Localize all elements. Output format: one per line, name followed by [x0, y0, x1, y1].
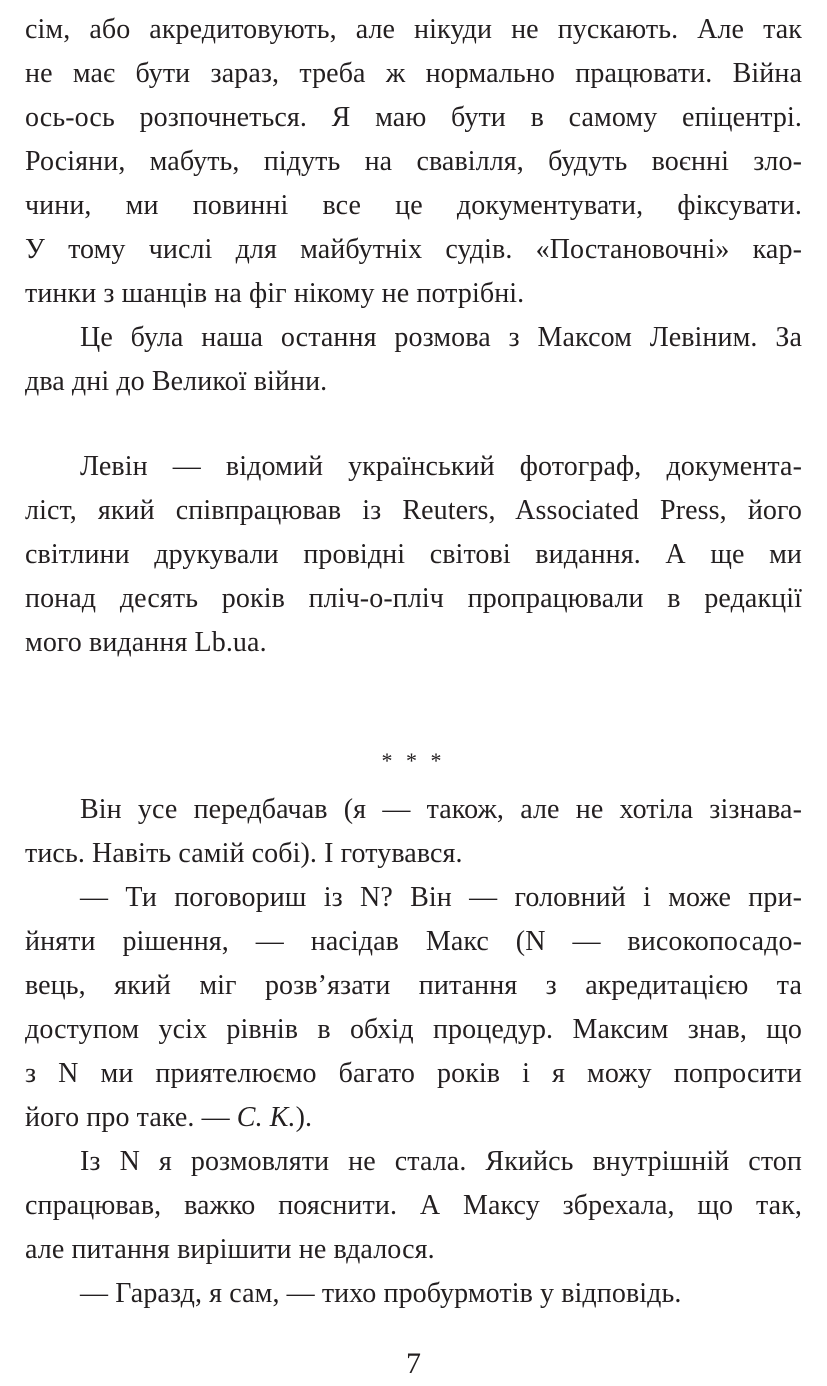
text-line: спрацював, важко пояснити. А Максу збрехала, що так,: [25, 1190, 802, 1221]
text-line: сім, або акредитовують, але нікуди не пускають. Але так: [25, 14, 802, 45]
text-line: тись. Навіть самій собі). І готувався.: [25, 838, 463, 869]
text-line: вець, який міг розв’язати питання з акредитацією та: [25, 970, 802, 1001]
text-line: ліст, який співпрацював із Reuters, Associated Press, його: [25, 495, 802, 526]
text-line: — Ти поговориш із N? Він — головний і може при-: [80, 882, 802, 913]
text-line: Росіяни, мабуть, підуть на свавілля, будуть воєнні зло-: [25, 146, 802, 177]
text-span: ).: [295, 1102, 313, 1133]
text-line: тинки з шанців на фіг нікому не потрібні.: [25, 278, 525, 309]
text-line: з N ми приятелюємо багато років і я можу попросити: [25, 1058, 802, 1089]
text-line: Він усе передбачав (я — також, але не хотіла зізнава-: [80, 794, 802, 825]
text-line: доступом усіх рівнів в обхід процедур. Максим знав, що: [25, 1014, 802, 1045]
text-line: йняти рішення, — насідав Макс (N — високопосадо-: [25, 926, 802, 957]
text-line: але питання вирішити не вдалося.: [25, 1234, 435, 1265]
page-number: 7: [406, 1347, 421, 1380]
text-line: чини, ми повинні все це документувати, фіксувати.: [25, 190, 802, 221]
text-line: мого видання Lb.ua.: [25, 627, 267, 658]
text-line: ось-ось розпочнеться. Я маю бути в самому епіцентрі.: [25, 102, 802, 133]
text-line: два дні до Великої війни.: [25, 366, 328, 397]
text-line: Із N я розмовляти не стала. Якийсь внутрішній стоп: [80, 1146, 802, 1177]
text-line: Левін — відомий український фотограф, документа-: [80, 451, 802, 482]
text-line: Це була наша остання розмова з Максом Левіним. За: [80, 322, 802, 353]
text-line: — Гаразд, я сам, — тихо пробурмотів у відповідь.: [80, 1278, 682, 1309]
text-line: не має бути зараз, треба ж нормально працювати. Війна: [25, 58, 802, 89]
text-line: [25, 1096, 802, 1140]
text-line: світлини друкували провідні світові видання. А ще ми: [25, 539, 802, 570]
text-line: У тому числі для майбутніх судів. «Постановочні» кар-: [25, 234, 802, 265]
section-separator: * * *: [381, 748, 446, 773]
text-line: понад десять років пліч-о-пліч пропрацювали в редакції: [25, 583, 802, 614]
author-initials: С. К.: [236, 1102, 296, 1133]
text-span: його про таке. —: [25, 1102, 237, 1133]
